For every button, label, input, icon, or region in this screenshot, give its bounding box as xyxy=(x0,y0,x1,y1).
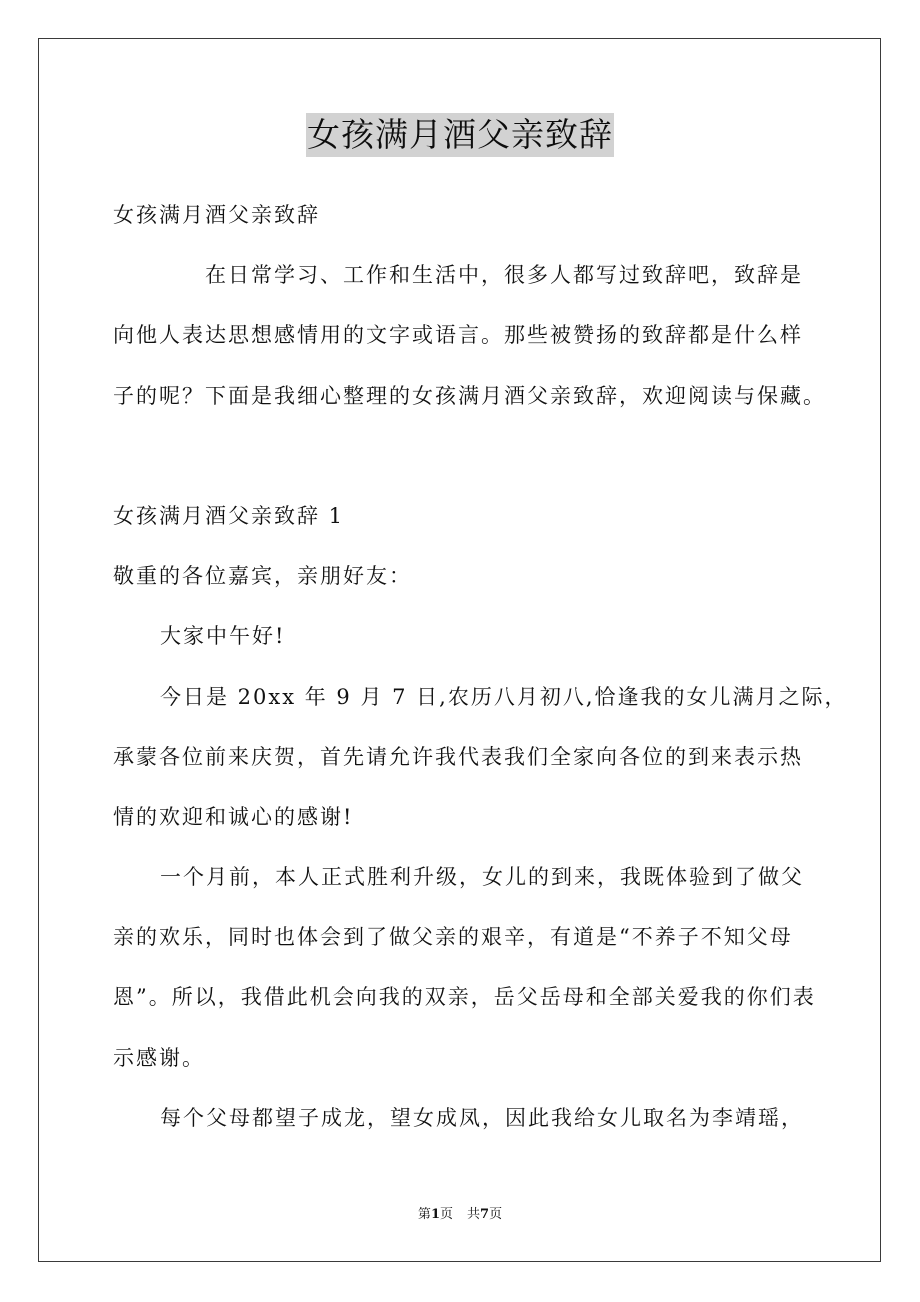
paragraph-line: 承蒙各位前来庆贺，首先请允许我代表我们全家向各位的到来表示热 xyxy=(113,744,803,769)
paragraph-line: 一个月前，本人正式胜利升级，女儿的到来，我既体验到了做父 xyxy=(160,865,804,890)
salutation: 敬重的各位嘉宾，亲朋好友： xyxy=(113,564,412,589)
paragraph xyxy=(113,606,853,666)
page-footer xyxy=(0,1206,920,1224)
title-area xyxy=(0,113,920,157)
paragraph-line: 示感谢。 xyxy=(113,1045,205,1070)
paragraph-line: 大家中午好! xyxy=(160,624,286,649)
paragraph xyxy=(113,1088,853,1148)
section-title: 女孩满月酒父亲致辞 1 xyxy=(113,503,345,528)
page-suffix: 页 xyxy=(439,1207,453,1222)
paragraph-line: 每个父母都望子成龙，望女成凤，因此我给女儿取名为李靖瑶， xyxy=(160,1105,804,1130)
paragraph-line: 今日是 20xx 年 9 月 7 日,农历八月初八,恰逢我的女儿满月之际， xyxy=(160,684,848,709)
paragraph-line: 恩”。所以，我借此机会向我的双亲，岳父岳母和全部关爱我的你们表 xyxy=(113,985,816,1010)
page-number: 1 xyxy=(430,1207,440,1222)
document-heading: 女孩满月酒父亲致辞 xyxy=(113,203,320,227)
paragraph-line: 在日常学习、工作和生活中，很多人都写过致辞吧，致辞是 xyxy=(205,263,803,288)
intro-paragraph xyxy=(113,245,853,426)
document-title: 女孩满月酒父亲致辞 xyxy=(306,113,614,157)
paragraph-line: 子的呢？下面是我细心整理的女孩满月酒父亲致辞，欢迎阅读与保藏。 xyxy=(113,383,826,408)
paragraph-line: 向他人表达思想感情用的文字或语言。那些被赞扬的致辞都是什么样 xyxy=(113,323,803,348)
total-pages: 7 xyxy=(480,1207,490,1222)
paragraph xyxy=(113,847,853,1088)
page-prefix: 第 xyxy=(417,1207,431,1222)
paragraph-line: 亲的欢乐，同时也体会到了做父亲的艰辛，有道是“不养子不知父母 xyxy=(113,925,793,950)
paragraph xyxy=(113,667,853,848)
paragraph-line: 情的欢迎和诚心的感谢! xyxy=(113,804,354,829)
total-suffix: 页 xyxy=(489,1207,503,1222)
blank-line xyxy=(113,426,853,486)
total-prefix: 共 xyxy=(467,1207,481,1222)
document-body xyxy=(113,185,853,1148)
